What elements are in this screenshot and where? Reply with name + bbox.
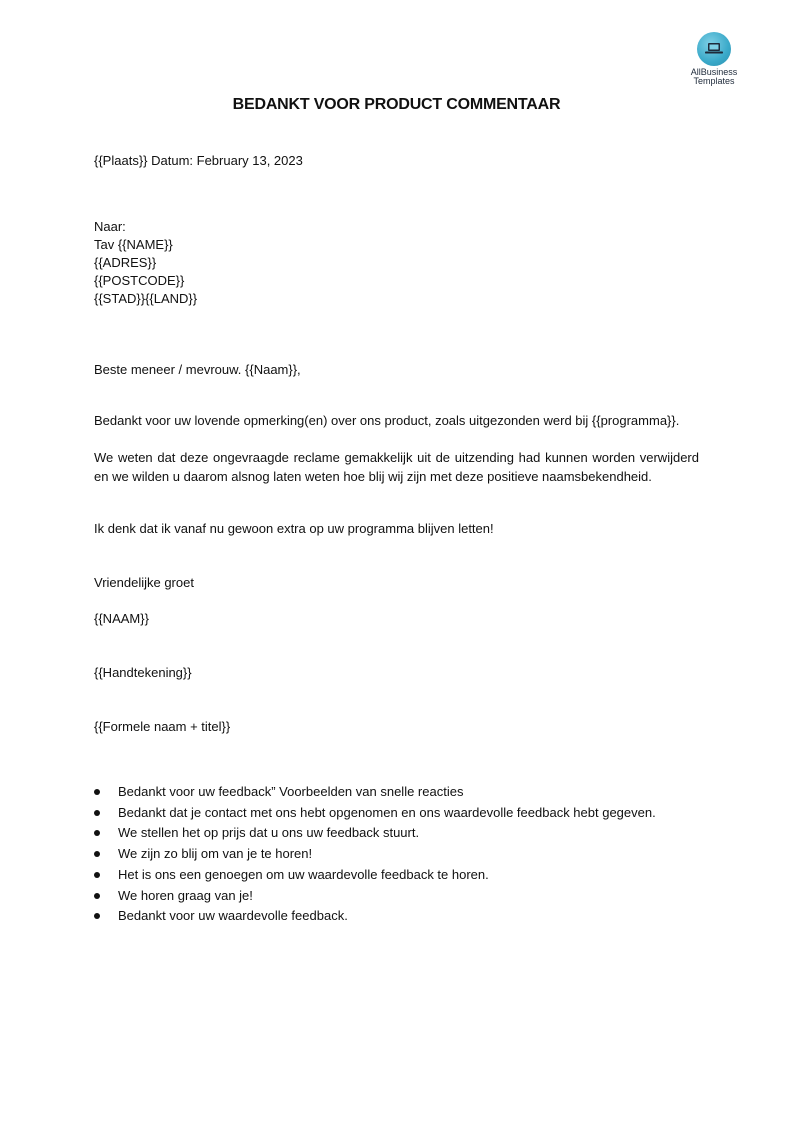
bullet-icon (94, 913, 100, 919)
bullet-icon (94, 810, 100, 816)
list-item-text: Bedankt dat je contact met ons hebt opgenomen en ons waardevolle feedback hebt gegeven. (118, 804, 656, 820)
list-item-text: Het is ons een genoegen om uw waardevolle feedback te horen. (118, 866, 489, 882)
logo-brand-text (682, 68, 746, 86)
list-item-text: Bedankt voor uw feedback” Voorbeelden van snelle reacties (118, 784, 464, 799)
bullet-icon (94, 893, 100, 899)
feedback-bullet-list (94, 782, 656, 927)
recipient-line-postcode: {{POSTCODE}} (94, 273, 185, 288)
brand-logo (682, 32, 746, 86)
logo-brand-line2: Templates (693, 76, 735, 86)
list-item-text: We stellen het op prijs dat u ons uw feedback stuurt. (118, 825, 420, 841)
formal-name-placeholder: {{Formele naam + titel}} (94, 719, 231, 734)
document-title: BEDANKT VOOR PRODUCT COMMENTAAR (232, 96, 561, 113)
paragraph-3: Ik denk dat ik vanaf nu gewoon extra op uw programma blijven letten! (94, 521, 494, 536)
list-item (94, 844, 656, 865)
list-item-text: Bedankt voor uw waardevolle feedback. (118, 908, 348, 924)
salutation: Beste meneer / mevrouw. {{Naam}}, (94, 362, 301, 377)
closing: Vriendelijke groet (94, 575, 194, 590)
recipient-label: Naar: (94, 219, 126, 234)
date-line: {{Plaats}} Datum: February 13, 2023 (94, 153, 303, 168)
list-item (94, 803, 656, 824)
list-item (94, 886, 656, 907)
list-item (94, 865, 656, 886)
signature-placeholder: {{Handtekening}} (94, 665, 192, 680)
paragraph-2: We weten dat deze ongevraagde reclame gemakkelijk uit de uitzending had kunnen worden verwijderd en we wilden u daarom alsnog laten weten hoe blij wij zijn met deze positieve naamsbekendheid. (94, 450, 699, 484)
recipient-line-city-country: {{STAD}}{{LAND}} (94, 291, 198, 306)
logo-brand-line1: AllBusiness (690, 67, 738, 77)
laptop-icon (705, 42, 723, 54)
logo-badge (697, 32, 731, 66)
list-item (94, 906, 656, 927)
list-item (94, 823, 656, 844)
bullet-icon (94, 872, 100, 878)
list-item-text: We zijn zo blij om van je te horen! (118, 846, 313, 862)
paragraph-1: Bedankt voor uw lovende opmerking(en) over ons product, zoals uitgezonden werd bij {{programma}}. (94, 413, 680, 428)
recipient-line-name: Tav {{NAME}} (94, 237, 173, 252)
bullet-icon (94, 851, 100, 857)
list-item-text: We horen graag van je! (118, 887, 253, 903)
recipient-line-address: {{ADRES}} (94, 255, 157, 270)
name-placeholder: {{NAAM}} (94, 611, 149, 626)
list-item (94, 782, 656, 803)
bullet-icon (94, 830, 100, 836)
bullet-icon (94, 789, 100, 795)
